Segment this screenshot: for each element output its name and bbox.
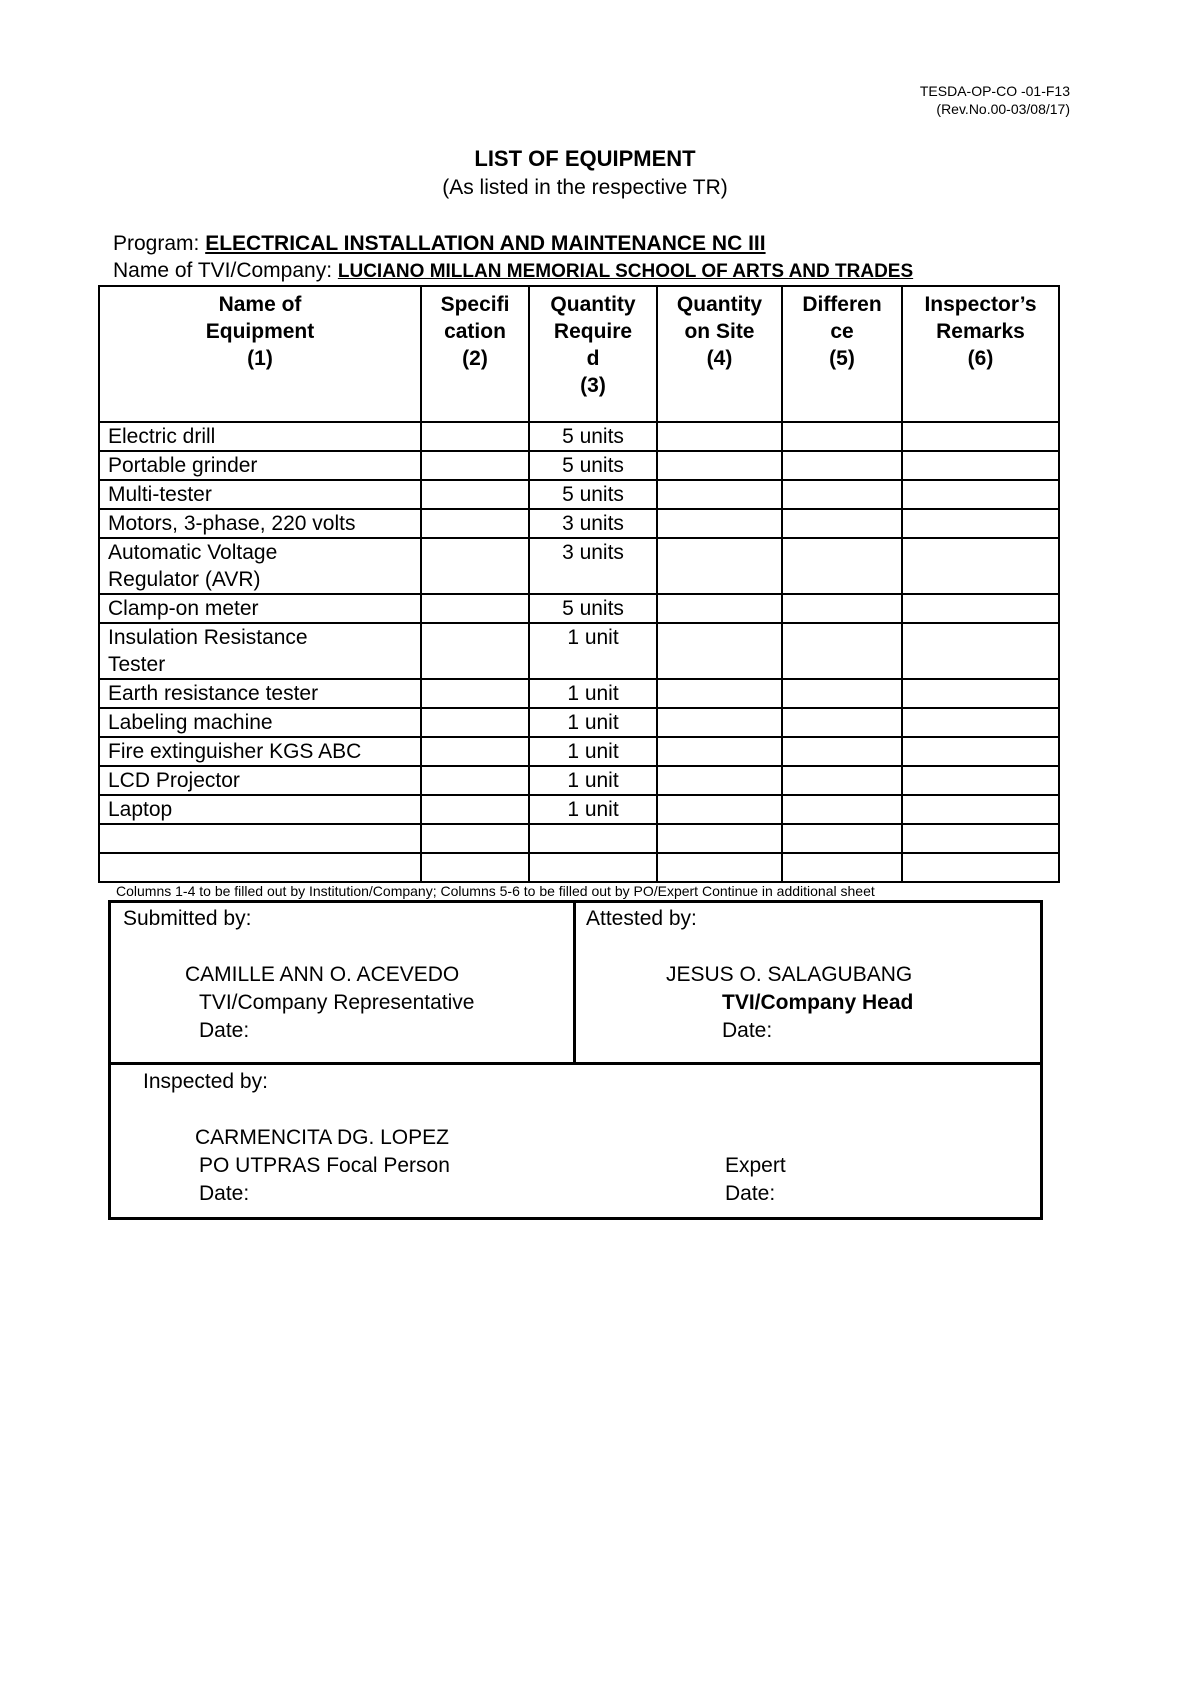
- remarks-cell: [902, 538, 1059, 594]
- table-row: [99, 737, 1059, 766]
- submitted-by-label: Submitted by:: [123, 907, 252, 930]
- empty-cell: [782, 853, 902, 882]
- remarks-cell: [902, 480, 1059, 509]
- empty-cell: [421, 824, 529, 853]
- quantity-on-site-cell: [657, 679, 782, 708]
- table-row: [99, 679, 1059, 708]
- equipment-name: Motors, 3-phase, 220 volts: [108, 512, 356, 535]
- attested-by-label: Attested by:: [586, 907, 697, 930]
- attested-by-cell: [576, 903, 1040, 1062]
- quantity-on-site-cell: [657, 594, 782, 623]
- column-header-line: (6): [967, 347, 994, 370]
- empty-cell: [529, 824, 657, 853]
- remarks-cell: [902, 766, 1059, 795]
- specification-cell: [421, 737, 529, 766]
- empty-cell: [902, 853, 1059, 882]
- quantity-required-cell: 1 unit: [529, 737, 657, 766]
- table-row: [99, 795, 1059, 824]
- instruction-note: Columns 1-4 to be filled out by Institution/Company; Columns 5-6 to be filled out by PO/Expert Continue in additional sheet: [116, 883, 875, 899]
- table-row: [99, 766, 1059, 795]
- submitted-by-date: Date:: [199, 1019, 250, 1042]
- table-row: [99, 708, 1059, 737]
- quantity-required-cell: 5 units: [529, 594, 657, 623]
- difference-cell: [782, 795, 902, 824]
- column-header-line: (2): [462, 347, 488, 370]
- empty-cell: [99, 824, 421, 853]
- equipment-name: Multi-tester: [108, 483, 212, 506]
- column-header-line: Remarks: [936, 320, 1025, 343]
- specification-cell: [421, 594, 529, 623]
- table-row: [99, 509, 1059, 538]
- quantity-on-site-cell: [657, 538, 782, 594]
- equipment-name: Earth resistance tester: [108, 682, 319, 705]
- equipment-name: Insulation Resistance: [108, 626, 308, 649]
- table-body: [99, 422, 1059, 882]
- quantity-required-cell: 1 unit: [529, 766, 657, 795]
- remarks-cell: [902, 708, 1059, 737]
- specification-cell: [421, 451, 529, 480]
- company-label: Name of TVI/Company:: [113, 259, 338, 282]
- equipment-name: Laptop: [108, 798, 173, 821]
- form-code-block: [920, 82, 1070, 118]
- page-subtitle: (As listed in the respective TR): [442, 176, 728, 199]
- submitted-by-role: TVI/Company Representative: [199, 991, 475, 1014]
- equipment-name-cell: [99, 737, 421, 766]
- specification-cell: [421, 422, 529, 451]
- column-header-line: Inspector’s: [924, 293, 1037, 316]
- empty-cell: [99, 853, 421, 882]
- equipment-name-cell: [99, 451, 421, 480]
- specification-cell: [421, 623, 529, 679]
- empty-cell: [657, 824, 782, 853]
- empty-table-row: [99, 824, 1059, 853]
- quantity-on-site-cell: [657, 451, 782, 480]
- quantity-on-site-cell: [657, 480, 782, 509]
- difference-cell: [782, 509, 902, 538]
- program-label: Program:: [113, 232, 206, 255]
- difference-cell: [782, 480, 902, 509]
- column-header-6: [902, 286, 1059, 422]
- column-header-line: Differen: [802, 293, 882, 316]
- column-header-line: Name of: [218, 293, 302, 316]
- equipment-name-cell: [99, 594, 421, 623]
- equipment-name: Portable grinder: [108, 454, 258, 477]
- remarks-cell: [902, 737, 1059, 766]
- quantity-on-site-cell: [657, 509, 782, 538]
- specification-cell: [421, 538, 529, 594]
- table-row: [99, 623, 1059, 679]
- empty-table-row: [99, 853, 1059, 882]
- quantity-on-site-cell: [657, 766, 782, 795]
- column-header-line: ce: [830, 320, 854, 343]
- specification-cell: [421, 480, 529, 509]
- specification-cell: [421, 708, 529, 737]
- expert-date: Date:: [725, 1182, 776, 1205]
- remarks-cell: [902, 594, 1059, 623]
- quantity-on-site-cell: [657, 422, 782, 451]
- equipment-name-cell: [99, 708, 421, 737]
- specification-cell: [421, 509, 529, 538]
- column-header-line: Specifi: [440, 293, 510, 316]
- inspected-by-date: Date:: [199, 1182, 250, 1205]
- quantity-required-cell: 1 unit: [529, 708, 657, 737]
- submitted-by-cell: [111, 903, 576, 1062]
- quantity-required-cell: 1 unit: [529, 795, 657, 824]
- column-header-line: cation: [444, 320, 506, 343]
- table-header-row: [99, 286, 1059, 422]
- difference-cell: [782, 623, 902, 679]
- quantity-required-cell: 3 units: [529, 509, 657, 538]
- table-row: [99, 451, 1059, 480]
- column-header-line: (5): [829, 347, 855, 370]
- quantity-required-cell: 3 units: [529, 538, 657, 594]
- table-row: [99, 594, 1059, 623]
- remarks-cell: [902, 623, 1059, 679]
- program-value: ELECTRICAL INSTALLATION AND MAINTENANCE NC III: [205, 232, 766, 255]
- remarks-cell: [902, 451, 1059, 480]
- signature-box: [108, 900, 1043, 1220]
- equipment-name-cell: [99, 480, 421, 509]
- equipment-name-cell: [99, 795, 421, 824]
- table-row: [99, 422, 1059, 451]
- quantity-required-cell: 1 unit: [529, 679, 657, 708]
- remarks-cell: [902, 422, 1059, 451]
- empty-cell: [657, 853, 782, 882]
- remarks-cell: [902, 679, 1059, 708]
- quantity-required-cell: 5 units: [529, 422, 657, 451]
- equipment-name: Clamp-on meter: [108, 597, 259, 620]
- inspected-by-label: Inspected by:: [143, 1070, 268, 1093]
- column-header-line: on Site: [684, 320, 755, 343]
- empty-cell: [782, 824, 902, 853]
- form-code: TESDA-OP-CO -01-F13: [919, 83, 1070, 99]
- difference-cell: [782, 422, 902, 451]
- specification-cell: [421, 766, 529, 795]
- table-row: [99, 480, 1059, 509]
- program-line: [113, 232, 766, 256]
- column-header-line: Equipment: [205, 320, 315, 343]
- column-header-line: Quantity: [550, 293, 636, 316]
- attested-by-date: Date:: [722, 1019, 773, 1042]
- quantity-on-site-cell: [657, 795, 782, 824]
- quantity-required-cell: 5 units: [529, 451, 657, 480]
- equipment-name-cell: [99, 679, 421, 708]
- specification-cell: [421, 679, 529, 708]
- quantity-on-site-cell: [657, 708, 782, 737]
- quantity-on-site-cell: [657, 737, 782, 766]
- company-line: [113, 259, 913, 283]
- specification-cell: [421, 795, 529, 824]
- equipment-name-cell: [99, 623, 421, 679]
- equipment-name-cell: [99, 538, 421, 594]
- equipment-name: Labeling machine: [108, 711, 273, 734]
- equipment-name: Automatic Voltage: [108, 541, 278, 564]
- inspected-by-name: CARMENCITA DG. LOPEZ: [195, 1126, 449, 1149]
- difference-cell: [782, 538, 902, 594]
- empty-cell: [529, 853, 657, 882]
- equipment-table: [98, 285, 1060, 883]
- empty-cell: [421, 853, 529, 882]
- equipment-name: Electric drill: [108, 425, 216, 448]
- company-value: LUCIANO MILLAN MEMORIAL SCHOOL OF ARTS AND TRADES: [337, 261, 914, 282]
- difference-cell: [782, 737, 902, 766]
- equipment-name: LCD Projector: [108, 769, 240, 792]
- submitted-by-name: CAMILLE ANN O. ACEVEDO: [185, 963, 460, 986]
- difference-cell: [782, 679, 902, 708]
- remarks-cell: [902, 795, 1059, 824]
- equipment-name-cell: [99, 766, 421, 795]
- column-header-line: (3): [580, 374, 606, 397]
- empty-cell: [902, 824, 1059, 853]
- column-header-line: Quantity: [676, 293, 763, 316]
- signature-row-bottom: [111, 1065, 1040, 1217]
- column-header-1: [99, 286, 421, 422]
- column-header-2: [421, 286, 529, 422]
- signature-row-top: [111, 903, 1040, 1065]
- column-header-line: (4): [706, 347, 733, 370]
- quantity-on-site-cell: [657, 623, 782, 679]
- difference-cell: [782, 708, 902, 737]
- equipment-name-cell: [99, 509, 421, 538]
- expert-role: Expert: [725, 1154, 786, 1177]
- difference-cell: [782, 766, 902, 795]
- column-header-line: d: [586, 347, 600, 370]
- remarks-cell: [902, 509, 1059, 538]
- attested-by-name: JESUS O. SALAGUBANG: [666, 963, 913, 986]
- table-row: [99, 538, 1059, 594]
- quantity-required-cell: 1 unit: [529, 623, 657, 679]
- quantity-required-cell: 5 units: [529, 480, 657, 509]
- column-header-line: Require: [553, 320, 633, 343]
- form-revision: (Rev.No.00-03/08/17): [936, 101, 1070, 117]
- difference-cell: [782, 594, 902, 623]
- attested-by-role: TVI/Company Head: [722, 991, 914, 1014]
- equipment-name: Fire extinguisher KGS ABC: [108, 740, 362, 763]
- equipment-name: Regulator (AVR): [108, 568, 261, 591]
- column-header-3: [529, 286, 657, 422]
- column-header-line: (1): [247, 347, 273, 370]
- column-header-4: [657, 286, 782, 422]
- inspected-by-role: PO UTPRAS Focal Person: [199, 1154, 450, 1177]
- column-header-5: [782, 286, 902, 422]
- equipment-name: Tester: [108, 653, 166, 676]
- difference-cell: [782, 451, 902, 480]
- equipment-name-cell: [99, 422, 421, 451]
- page-title: LIST OF EQUIPMENT: [474, 146, 696, 171]
